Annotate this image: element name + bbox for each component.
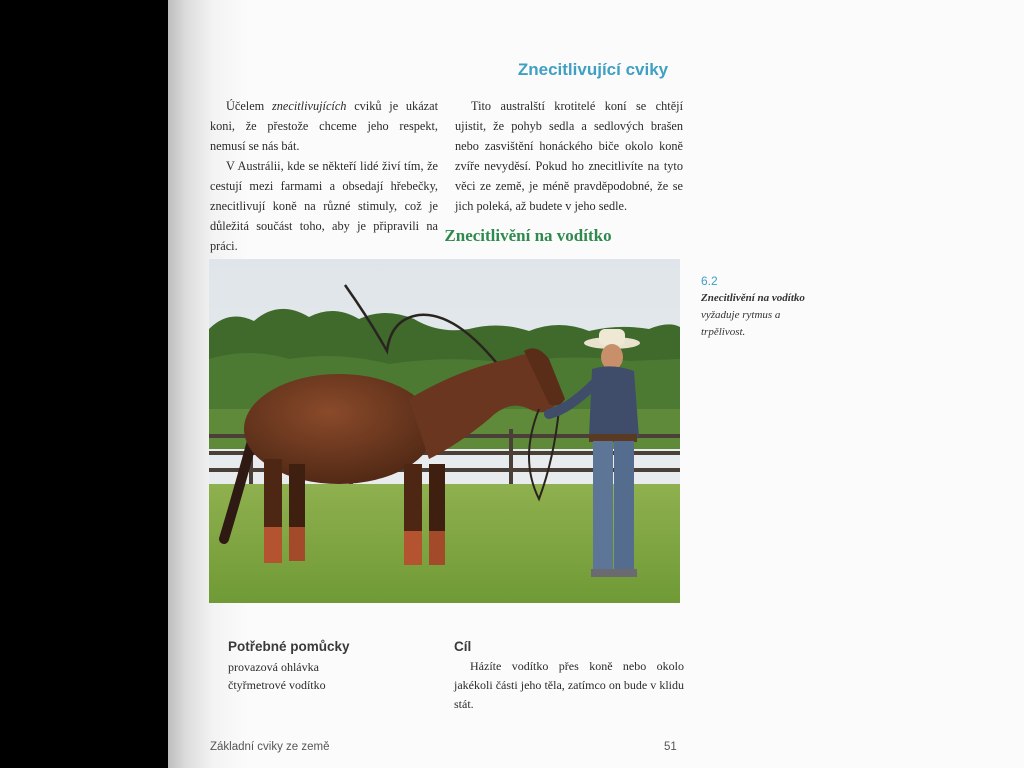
list-item: čtyřmetrové vodítko: [228, 678, 326, 692]
tools-list: [228, 658, 326, 694]
horse-photo: [209, 259, 680, 603]
intro-paragraph-1: Účelem znecitlivujících cviků je ukázat koni, že přestože chceme jeho respekt, nemusí se nás bát.: [210, 99, 438, 153]
page-number: 51: [664, 741, 677, 753]
intro-paragraph-2: V Austrálii, kde se někteří lidé živí tím, že cestují mezi farmami a obsedají hřebečky, znecitlivují koně na různé stimuly, což je důležitá součást toho, aby je připravili na práci.: [210, 159, 438, 253]
section-subtitle: Znecitlivění na vodítko: [444, 226, 612, 245]
tools-heading: Potřebné pomůcky: [228, 639, 350, 654]
book-page: [168, 0, 1024, 768]
figure-number: 6.2: [701, 274, 718, 288]
goal-heading: Cíl: [454, 639, 472, 654]
intro-right-column: [455, 96, 683, 216]
figure-caption: Znecitlivění na vodítko vyžaduje rytmus a trpělivost.: [701, 292, 805, 338]
goal-text: Házíte vodítko přes koně nebo okolo jakékoli části jeho těla, zatímco on bude v klidu stát.: [454, 659, 684, 711]
intro-paragraph-3: Tito australští krotitelé koní se chtějí ujistit, že pohyb sedla a sedlových brašen nebo zasvištění honáckého biče okolo koně zvíře nevyděsí. Pokud ho znecitlivíte na tyto věci ze země, je méně pravděpodobné, že se jich poleká, až budete v jeho sedle.: [455, 99, 683, 213]
chapter-section-title: Znecitlivující cviky: [517, 60, 669, 79]
list-item: provazová ohlávka: [228, 660, 319, 674]
footer-chapter: Základní cviky ze země: [210, 741, 330, 753]
